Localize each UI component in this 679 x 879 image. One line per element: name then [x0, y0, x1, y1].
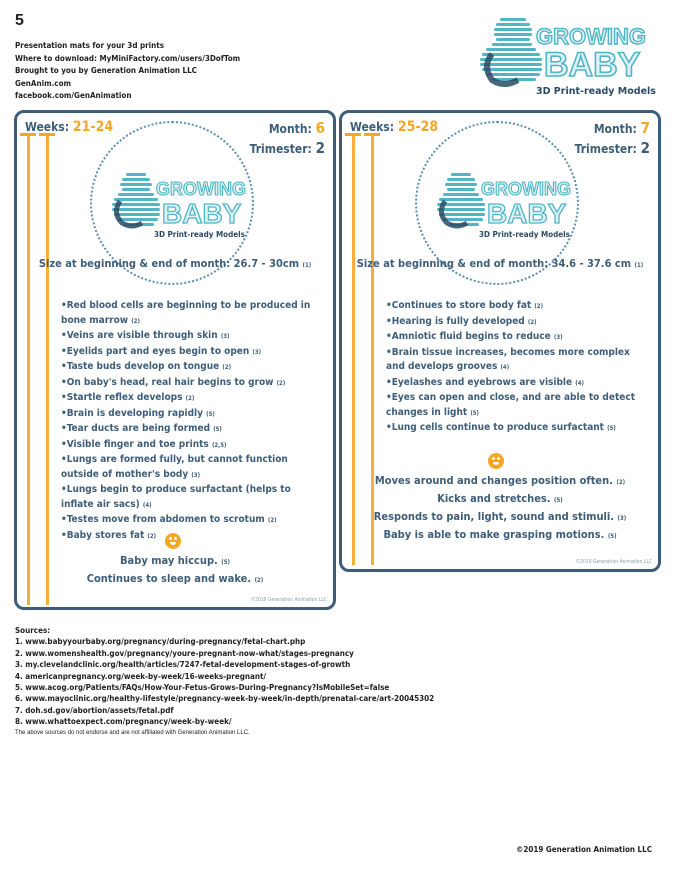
list-item: •Lung cells continue to produce surfactant (5) [386, 422, 616, 433]
growing-baby-logo [478, 14, 664, 102]
logo-tagline: 3D Print-ready Models [536, 86, 656, 97]
header-line: Where to download: MyMiniFactory.com/users/3DofTom [15, 53, 241, 63]
header-line: Presentation mats for your 3d prints [15, 41, 164, 50]
month-label: Month: 7 [593, 119, 650, 137]
movement-notes [342, 473, 658, 545]
source-item: 7. doh.sd.gov/abortion/assets/fetal.pdf [15, 705, 174, 715]
source-item: 4. americanpregnancy.org/week-by-week/16-weeks-pregnant/ [15, 671, 267, 681]
weeks-value: 21-24 [72, 119, 114, 135]
list-item: •Startle reflex develops (2) [61, 392, 195, 403]
source-item: 3. my.clevelandclinic.org/health/articles/7247-fetal-development-stages-of-growth [15, 660, 351, 670]
footer-copyright: ©2019 Generation Animation LLC [516, 845, 652, 854]
list-item: Baby is able to make grasping motions. (5) [383, 528, 617, 541]
list-item: •Baby stores fat (2) [61, 529, 157, 541]
source-item: 8. www.whattoexpect.com/pregnancy/week-by-week/ [15, 717, 232, 727]
list-item: •Eyelids part and eyes begin to open (3) [61, 345, 262, 357]
list-item: •Amniotic fluid begins to reduce (3) [386, 331, 563, 342]
logo-line1: GROWING [536, 24, 646, 49]
size-range: Size at beginning & end of month: 34.6 - 37.6 cm (1) [356, 257, 644, 270]
weeks-label: Weeks: 25-28 [350, 119, 439, 135]
list-item: •Taste buds develop on tongue (2) [61, 361, 232, 372]
weeks-value: 25-28 [397, 119, 439, 135]
list-item: •Testes move from abdomen to scrotum (2) [61, 514, 277, 525]
list-item: •Visible finger and toe prints (2,5) [61, 438, 227, 450]
page-number: 5 [15, 12, 24, 29]
trimester-value: 2 [315, 139, 325, 157]
smiley-icon [165, 533, 181, 549]
logo-line1: GROWING [481, 179, 571, 199]
logo-line2: BABY [162, 198, 242, 229]
logo-line2: BABY [487, 198, 567, 229]
panel-month-6 [14, 110, 336, 610]
panel-copyright: ©2019 Generation Animation LLC [250, 597, 327, 603]
sources-section [15, 625, 434, 739]
trimester-label: Trimester: 2 [249, 139, 325, 157]
list-item: •On baby's head, real hair begins to grow (2) [61, 376, 286, 388]
header-info [15, 40, 240, 103]
timeline-bar [46, 135, 49, 605]
trimester-label: Trimester: 2 [574, 139, 650, 157]
list-item: Continues to sleep and wake. (2) [86, 572, 264, 585]
source-item: 5. www.acog.org/Patients/FAQs/How-Your-Fetus-Grows-During-Pregnancy?IsMobileSet=false [15, 683, 390, 693]
month-value: 6 [315, 119, 325, 137]
growing-baby-logo-small [112, 171, 272, 243]
list-item: Baby may hiccup. (5) [120, 554, 230, 567]
movement-notes [17, 553, 333, 589]
panel-copyright: ©2019 Generation Animation LLC [575, 559, 652, 565]
sources-title: Sources: [15, 626, 51, 635]
header-line: Brought to you by Generation Animation LLC [15, 66, 197, 75]
logo-tagline: 3D Print-ready Models [154, 230, 245, 239]
list-item: •Brain is developing rapidly (5) [61, 407, 215, 419]
list-item: •Tear ducts are being formed (5) [61, 423, 222, 434]
source-item: 2. www.womenshealth.gov/pregnancy/youre-pregnant-now-what/stages-pregnancy [15, 648, 354, 658]
list-item: •Lungs begin to produce surfactant (helps to inflate air sacs) (4) [61, 484, 291, 510]
timeline-bar [27, 135, 30, 605]
list-item: •Brain tissue increases, becomes more complex and develops grooves (4) [386, 346, 630, 372]
list-item: Responds to pain, light, sound and stimuli. (3) [373, 510, 627, 523]
logo-tagline: 3D Print-ready Models [479, 230, 570, 239]
panel-month-7 [339, 110, 661, 572]
facts-list [61, 299, 323, 544]
facts-list [386, 299, 648, 437]
source-item: 6. www.mayoclinic.org/healthy-lifestyle/pregnancy-week-by-week/in-depth/prenatal-care/art-20045302 [15, 694, 435, 704]
list-item: •Veins are visible through skin (3) [61, 330, 230, 341]
smiley-icon [488, 453, 504, 469]
list-item: •Red blood cells are beginning to be produced in bone marrow (2) [61, 300, 311, 326]
list-item: Moves around and changes position often. (2) [374, 474, 626, 487]
list-item: •Continues to store body fat (2) [386, 300, 544, 311]
logo-line2: BABY [544, 46, 641, 84]
weeks-label: Weeks: 21-24 [25, 119, 114, 135]
list-item: •Eyelashes and eyebrows are visible (4) [386, 376, 584, 388]
header-line: GenAnim.com [15, 78, 72, 88]
growing-baby-logo-small [437, 171, 597, 243]
header-line: facebook.com/GenAnimation [15, 91, 132, 100]
list-item: •Eyes can open and close, and are able to detect changes in light (5) [386, 392, 636, 418]
month-label: Month: 6 [268, 119, 325, 137]
list-item: Kicks and stretches. (5) [437, 492, 563, 505]
list-item: •Hearing is fully developed (2) [386, 315, 537, 327]
sources-disclaimer: The above sources do not endorse and are not affiliated with Generation Animation LLC. [15, 729, 250, 736]
month-value: 7 [640, 119, 650, 137]
trimester-value: 2 [640, 139, 650, 157]
list-item: •Lungs are formed fully, but cannot function outside of mother's body (3) [61, 454, 288, 480]
logo-line1: GROWING [156, 179, 246, 199]
size-range: Size at beginning & end of month: 26.7 - 30cm (1) [38, 257, 312, 270]
source-item: 1. www.babyyourbaby.org/pregnancy/during-pregnancy/fetal-chart.php [15, 637, 306, 647]
